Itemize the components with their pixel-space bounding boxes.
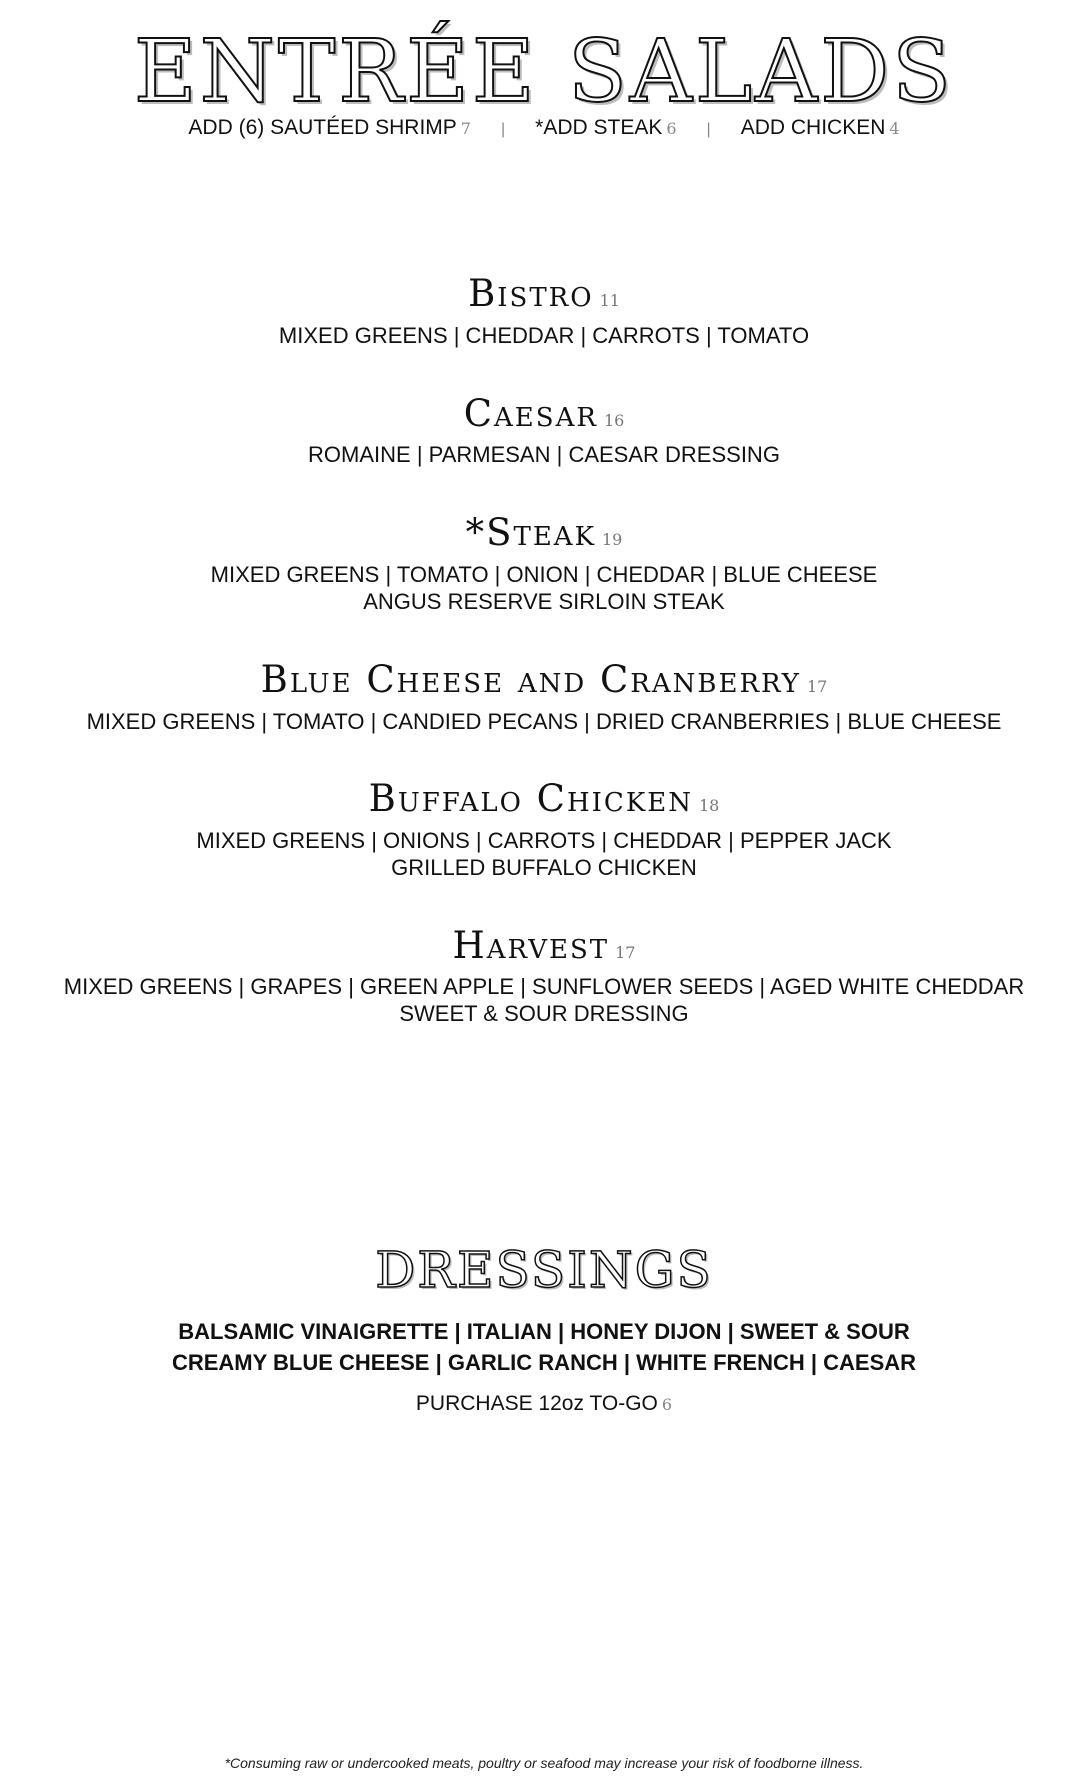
purchase-label: PURCHASE 12oz TO-GO bbox=[415, 1392, 658, 1415]
salad-name: Buffalo Chicken bbox=[368, 777, 693, 820]
salad-ingredients-buffalo-chicken: MIXED GREENS | ONIONS | CARROTS | CHEDDAR | PEPPER JACK bbox=[196, 828, 892, 853]
food-safety-disclaimer: *Consuming raw or undercooked meats, poultry or seafood may increase your risk of foodborne illness. bbox=[224, 1755, 864, 1771]
addon-shrimp-label: ADD (6) SAUTÉED SHRIMP bbox=[188, 116, 457, 139]
salad-ingredients-blue-cheese-cranberry: MIXED GREENS | TOMATO | CANDIED PECANS | DRIED CRANBERRIES | BLUE CHEESE bbox=[86, 709, 1002, 734]
addon-chicken-price: 4 bbox=[889, 119, 900, 138]
addon-chicken-label: ADD CHICKEN bbox=[740, 116, 886, 139]
page-title: ENTRÉE SALADS bbox=[133, 22, 955, 122]
addon-steak-label: *ADD STEAK bbox=[535, 116, 663, 139]
dressings-list-1: BALSAMIC VINAIGRETTE | ITALIAN | HONEY DIJON | SWEET & SOUR bbox=[178, 1319, 910, 1344]
salad-ingredients-buffalo-chicken-2: GRILLED BUFFALO CHICKEN bbox=[391, 855, 697, 880]
dressings-title: DRESSINGS bbox=[375, 1241, 713, 1299]
salad-price: 19 bbox=[602, 530, 623, 549]
salad-ingredients-steak: MIXED GREENS | TOMATO | ONION | CHEDDAR | BLUE CHEESE bbox=[210, 562, 878, 587]
addon-shrimp-price: 7 bbox=[460, 119, 471, 138]
salad-title-buffalo-chicken bbox=[0, 777, 1088, 828]
addon-steak-price: 6 bbox=[666, 119, 677, 138]
salad-price: 11 bbox=[599, 291, 620, 310]
salad-name: Bistro bbox=[468, 272, 594, 315]
purchase-price: 6 bbox=[661, 1395, 673, 1414]
salad-title-bistro bbox=[0, 272, 1088, 323]
salad-name: Caesar bbox=[463, 392, 598, 435]
salad-title-harvest bbox=[0, 924, 1088, 975]
addons-line bbox=[0, 114, 1088, 144]
addon-separator: | bbox=[706, 121, 711, 138]
salad-price: 17 bbox=[615, 943, 636, 962]
salad-ingredients-harvest: MIXED GREENS | GRAPES | GREEN APPLE | SUNFLOWER SEEDS | AGED WHITE CHEDDAR bbox=[63, 974, 1025, 999]
salad-ingredients-steak-2: ANGUS RESERVE SIRLOIN STEAK bbox=[363, 589, 725, 614]
salad-price: 17 bbox=[806, 677, 828, 696]
salad-price: 18 bbox=[698, 796, 720, 815]
dressing-purchase-line bbox=[0, 1390, 1088, 1419]
salad-name: *Steak bbox=[465, 511, 596, 554]
addon-separator: | bbox=[500, 121, 506, 138]
salad-price: 16 bbox=[603, 411, 625, 430]
dressings-list-2: CREAMY BLUE CHEESE | GARLIC RANCH | WHITE FRENCH | CAESAR bbox=[171, 1350, 917, 1375]
salad-ingredients-harvest-2: SWEET & SOUR DRESSING bbox=[399, 1001, 689, 1026]
salad-ingredients-caesar: ROMAINE | PARMESAN | CAESAR DRESSING bbox=[308, 442, 780, 467]
salad-name: Blue Cheese and Cranberry bbox=[260, 658, 801, 701]
salad-title-blue-cheese-cranberry bbox=[0, 658, 1088, 709]
salad-title-steak bbox=[0, 511, 1088, 562]
salad-name: Harvest bbox=[452, 924, 610, 967]
salad-ingredients-bistro: MIXED GREENS | CHEDDAR | CARROTS | TOMATO bbox=[278, 323, 810, 348]
salad-title-caesar bbox=[0, 392, 1088, 443]
